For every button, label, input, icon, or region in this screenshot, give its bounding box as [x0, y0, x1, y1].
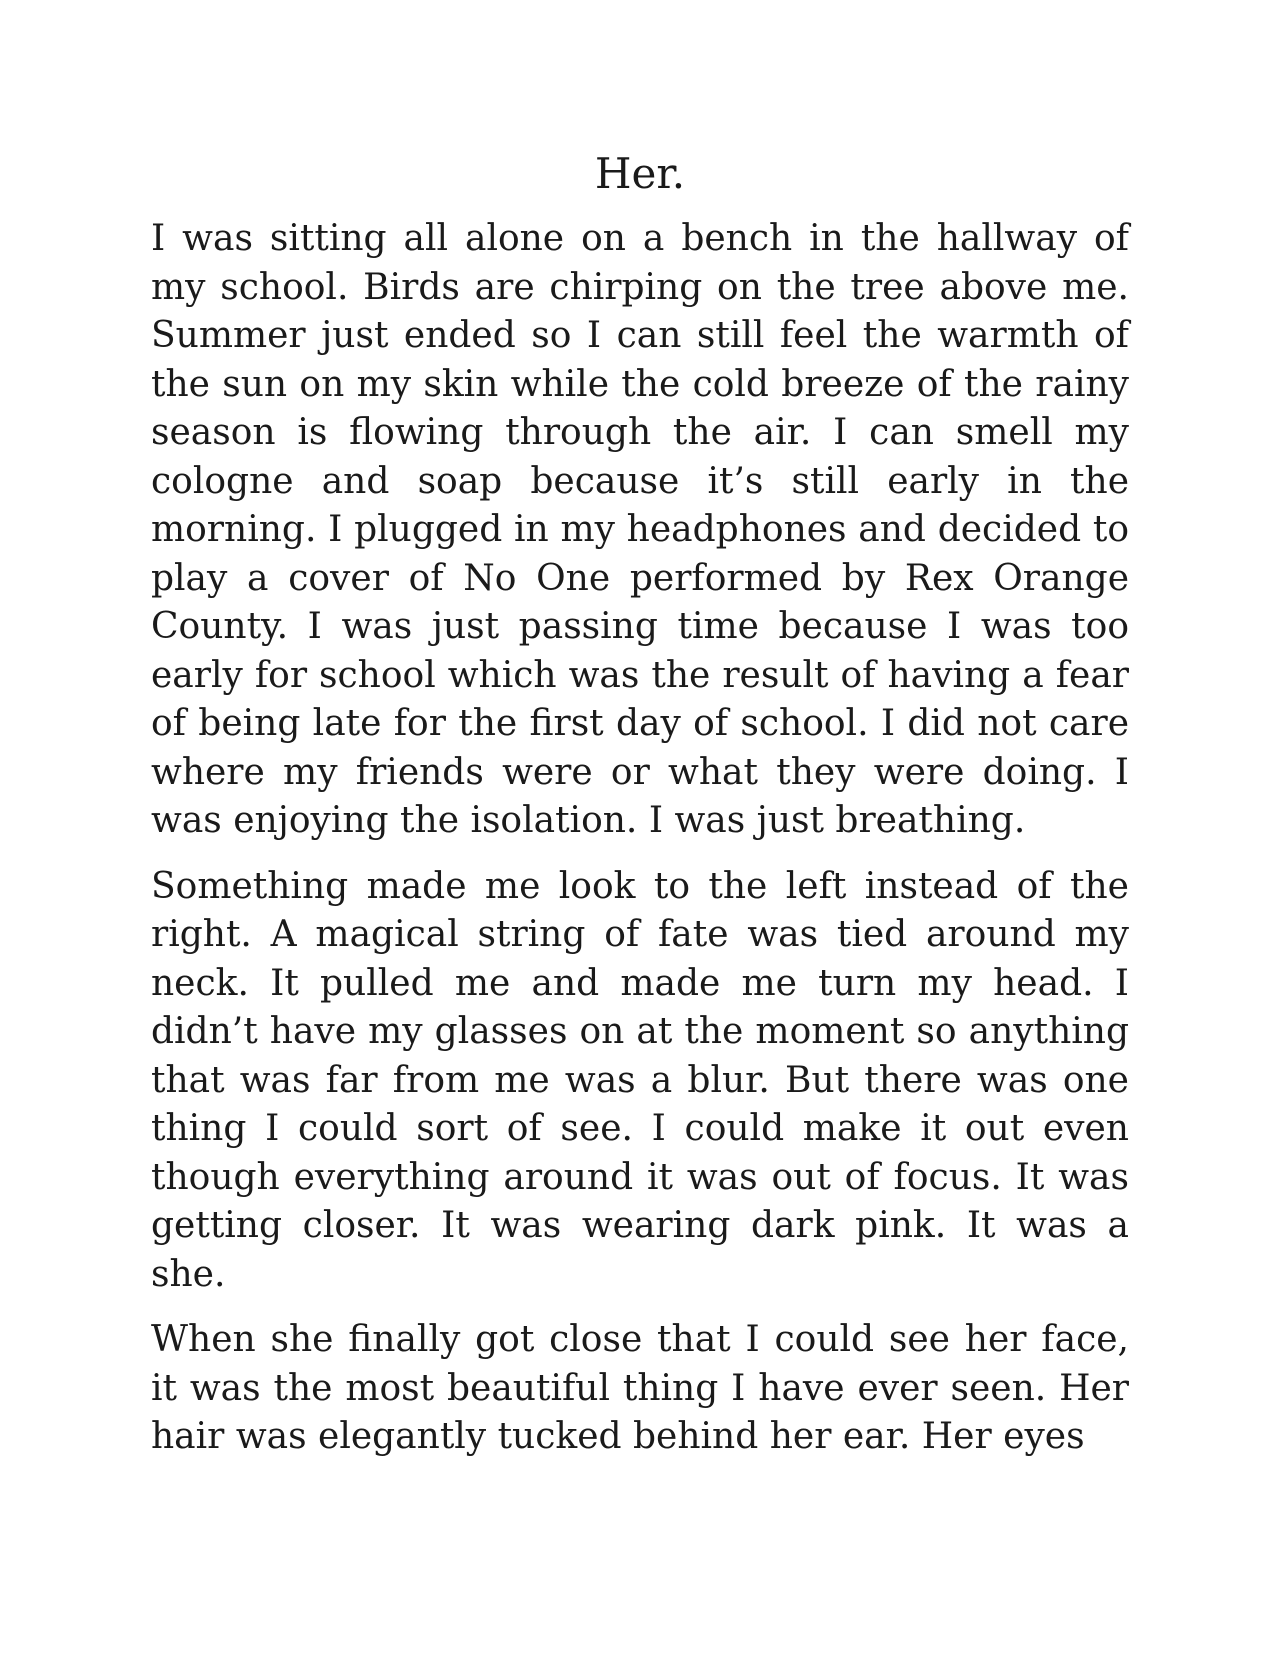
document-title: Her.: [594, 149, 686, 198]
paragraph-3: When she finally got close that I could see her face, it was the most beautiful thing I have ever seen. Her hair was elegantly tucked behind her ear. Her eyes: [151, 1319, 1129, 1457]
document-page: [151, 143, 1129, 1479]
paragraph-1: I was sitting all alone on a bench in the hallway of my school. Birds are chirping on the tree above me. Summer just ended so I can still feel the warmth of the sun on my skin while the cold breeze of the rainy season is flowing through the air. I can smell my cologne and soap because it’s still early in the morning. I plugged in my headphones and decided to play a cover of No One performed by Rex Orange County. I was just passing time because I was too early for school which was the result of having a fear of being late for the first day of school. I did not care where my friends were or what they were doing. I was enjoying the isolation. I was just breathing.: [151, 218, 1129, 841]
paragraph-2: Something made me look to the left instead of the right. A magical string of fate was tied around my neck. It pulled me and made me turn my head. I didn’t have my glasses on at the moment so anything that was far from me was a blur. But there was one thing I could sort of see. I could make it out even though everything around it was out of focus. It was getting closer. It was wearing dark pink. It was a she.: [151, 865, 1129, 1295]
